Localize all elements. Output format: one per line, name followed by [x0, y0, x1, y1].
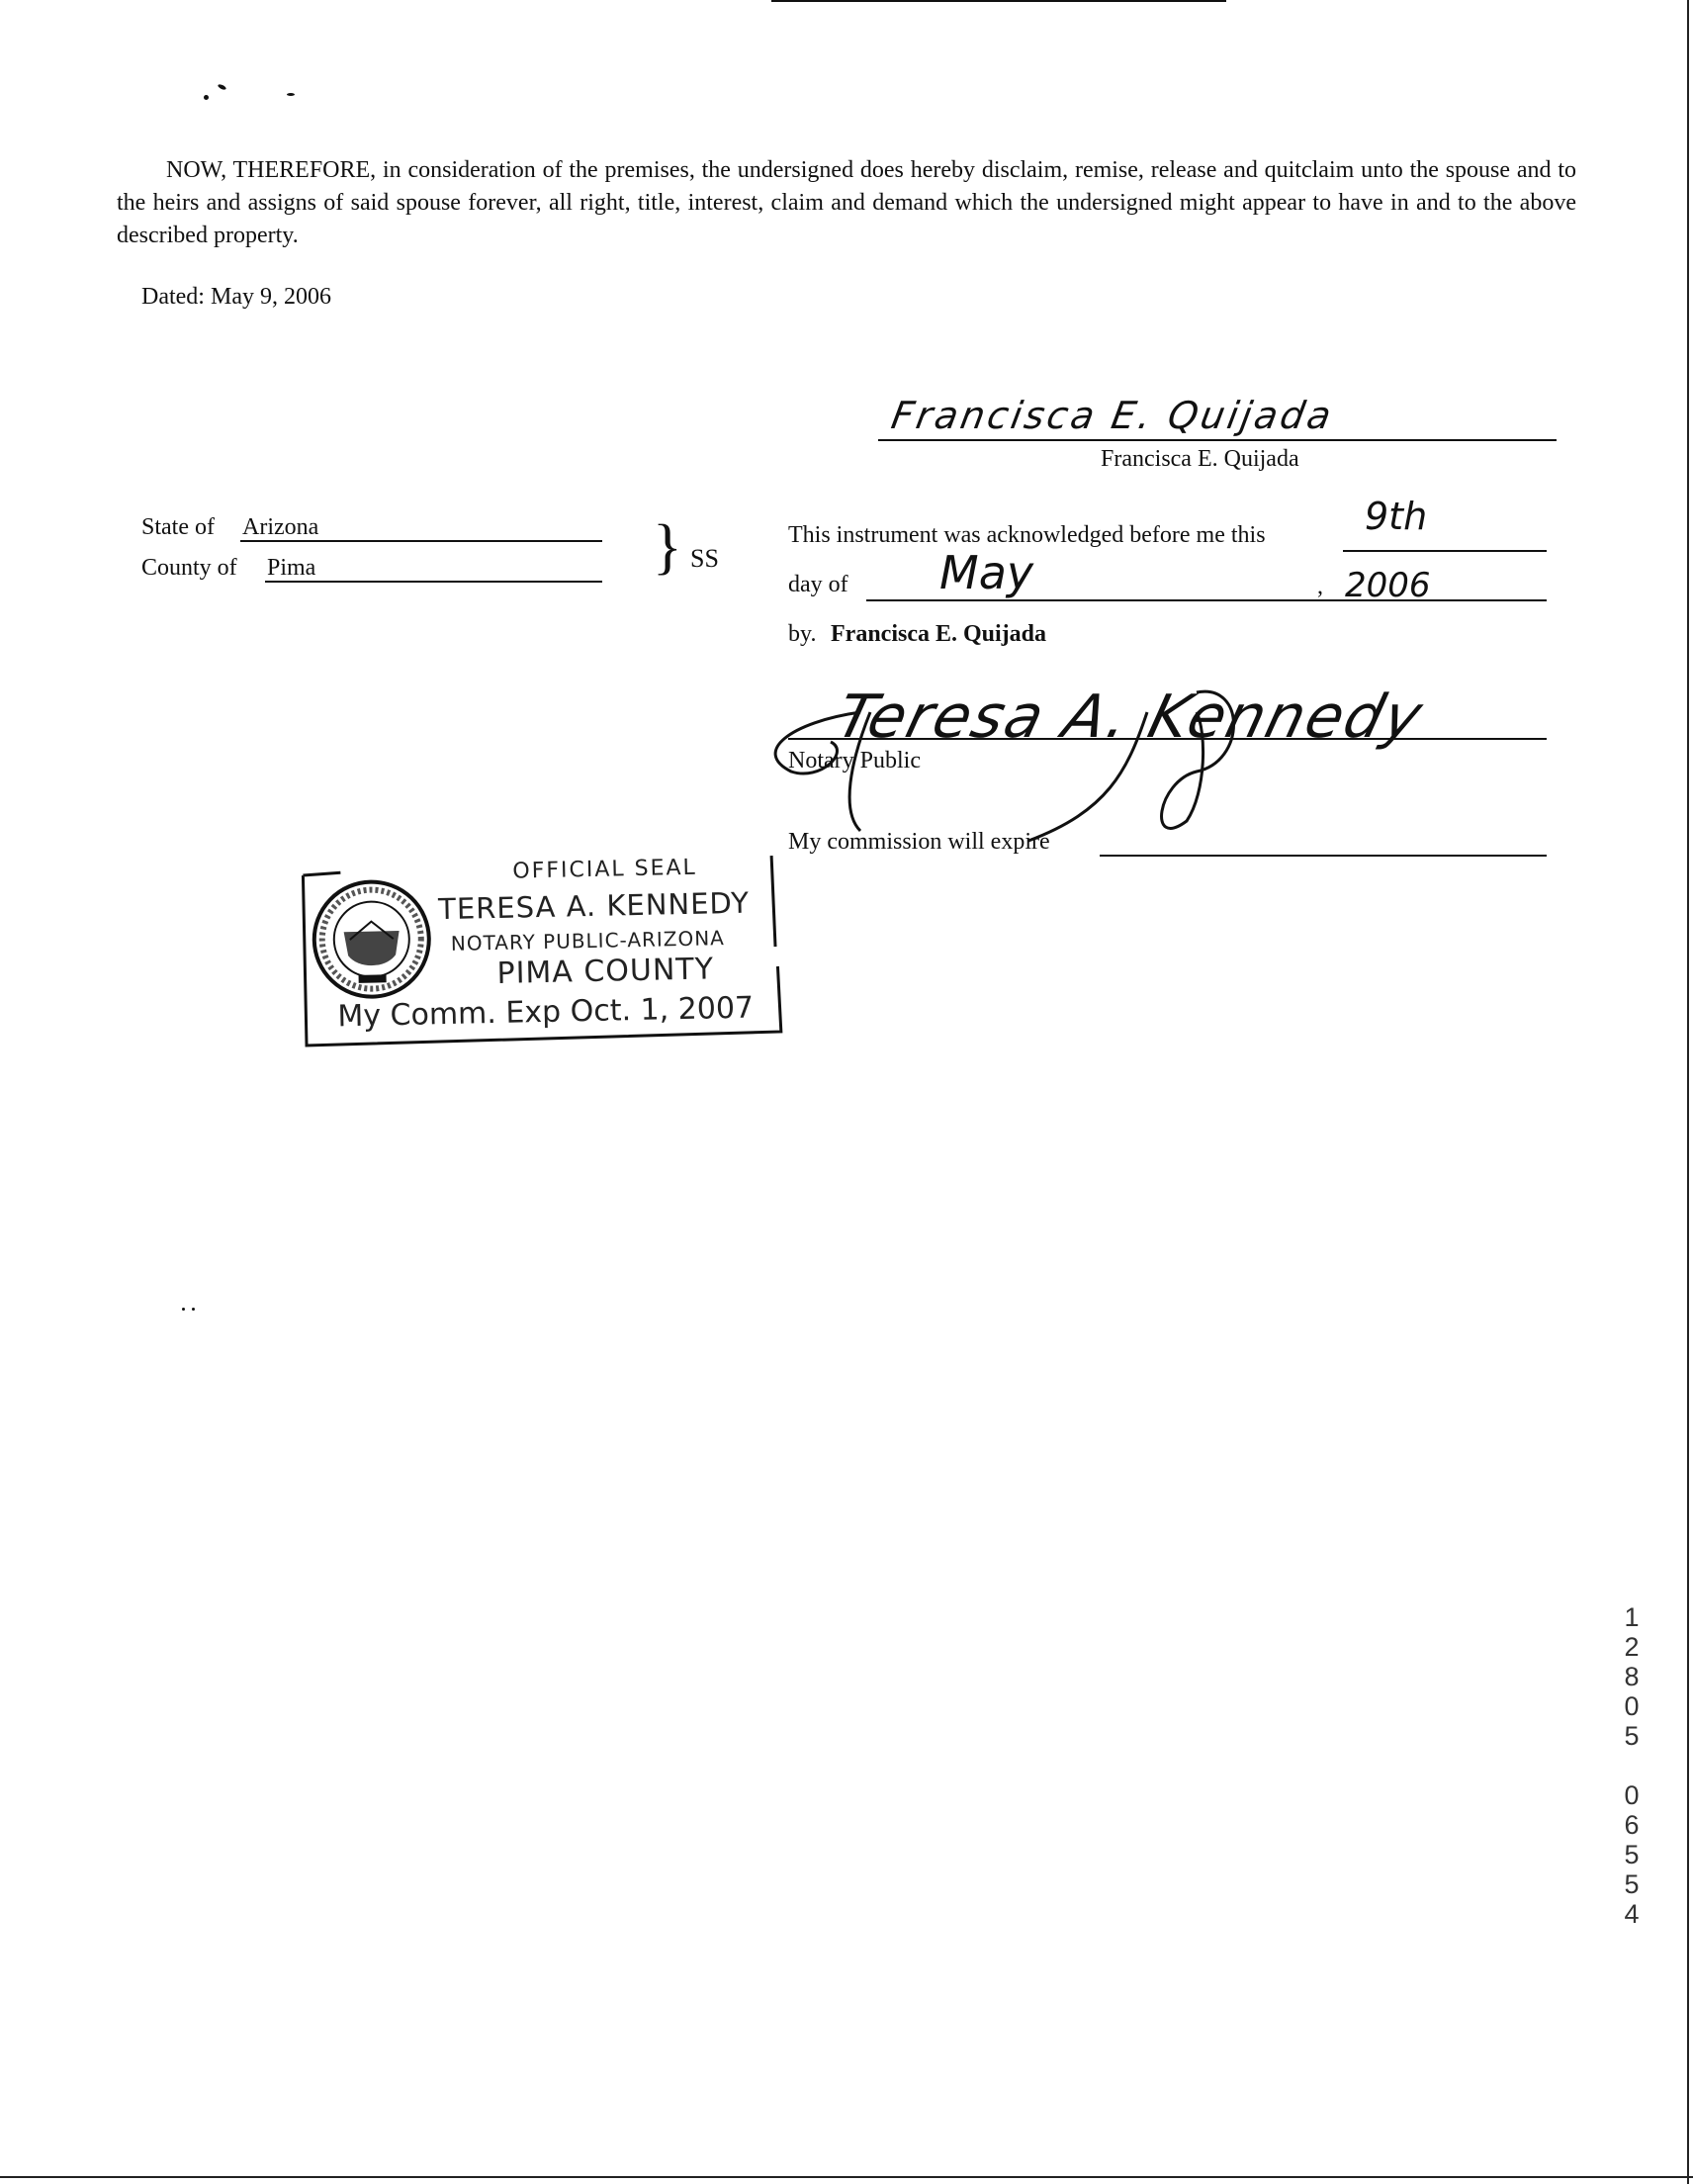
scan-speck	[287, 93, 295, 96]
recording-number: 1 2 8 0 5 0 6 5 5 4	[1624, 1602, 1640, 1929]
notary-signature: Teresa A. Kennedy	[830, 682, 1431, 752]
scan-speck	[192, 1308, 195, 1311]
state-line	[240, 540, 602, 542]
venue-brace: }	[653, 513, 682, 581]
day-line	[1343, 550, 1547, 552]
by-label: by.	[788, 621, 817, 647]
dated-line: Dated: May 9, 2006	[141, 284, 331, 310]
state-label: State of	[141, 514, 215, 540]
commission-label: My commission will expire	[788, 829, 1050, 855]
scan-speck	[204, 95, 209, 100]
quitclaim-paragraph: NOW, THEREFORE, in consideration of the premises, the undersigned does hereby disclaim, remise, release and quitclaim unto the spouse and to the heirs and assigns of said spouse forever, all right, title, interest, claim and demand which the undersigned might appear to have in and to the above described property.	[117, 157, 1576, 248]
commission-line	[1100, 855, 1547, 857]
by-name: Francisca E. Quijada	[831, 621, 1047, 647]
year-comma: ,	[1317, 574, 1323, 599]
county-value: Pima	[267, 555, 316, 581]
scan-speck	[218, 83, 227, 90]
year-handwritten: 2006	[1345, 566, 1431, 605]
seal-title: OFFICIAL SEAL	[512, 855, 698, 884]
acknowledgment-text: This instrument was acknowledged before me this	[788, 522, 1266, 548]
notary-public-label: Notary Public	[788, 748, 921, 774]
scan-edge-line	[771, 0, 1226, 2]
notary-signature-line	[788, 738, 1547, 740]
state-seal-icon	[310, 876, 435, 1002]
signer-signature: Francisca E. Quijada	[888, 394, 1338, 437]
scan-edge-bottom	[0, 2176, 1693, 2178]
county-line	[265, 581, 602, 583]
seal-county: PIMA COUNTY	[496, 952, 715, 991]
day-of-line	[866, 599, 1547, 601]
state-value: Arizona	[242, 514, 319, 540]
scan-speck	[182, 1308, 185, 1311]
scan-edge-right	[1687, 0, 1689, 2184]
official-seal-stamp	[301, 848, 783, 1047]
seal-notary-state: NOTARY PUBLIC-ARIZONA	[450, 926, 726, 956]
month-handwritten: May	[939, 546, 1034, 599]
seal-expiration: My Comm. Exp Oct. 1, 2007	[337, 990, 755, 1035]
seal-notary-name: TERESA A. KENNEDY	[437, 885, 751, 927]
county-label: County of	[141, 555, 237, 581]
ss-label: SS	[690, 544, 719, 573]
signer-signature-line	[878, 439, 1557, 441]
day-handwritten: 9th	[1365, 495, 1428, 538]
signer-printed-name: Francisca E. Quijada	[1101, 446, 1299, 472]
day-of-label: day of	[788, 572, 848, 597]
